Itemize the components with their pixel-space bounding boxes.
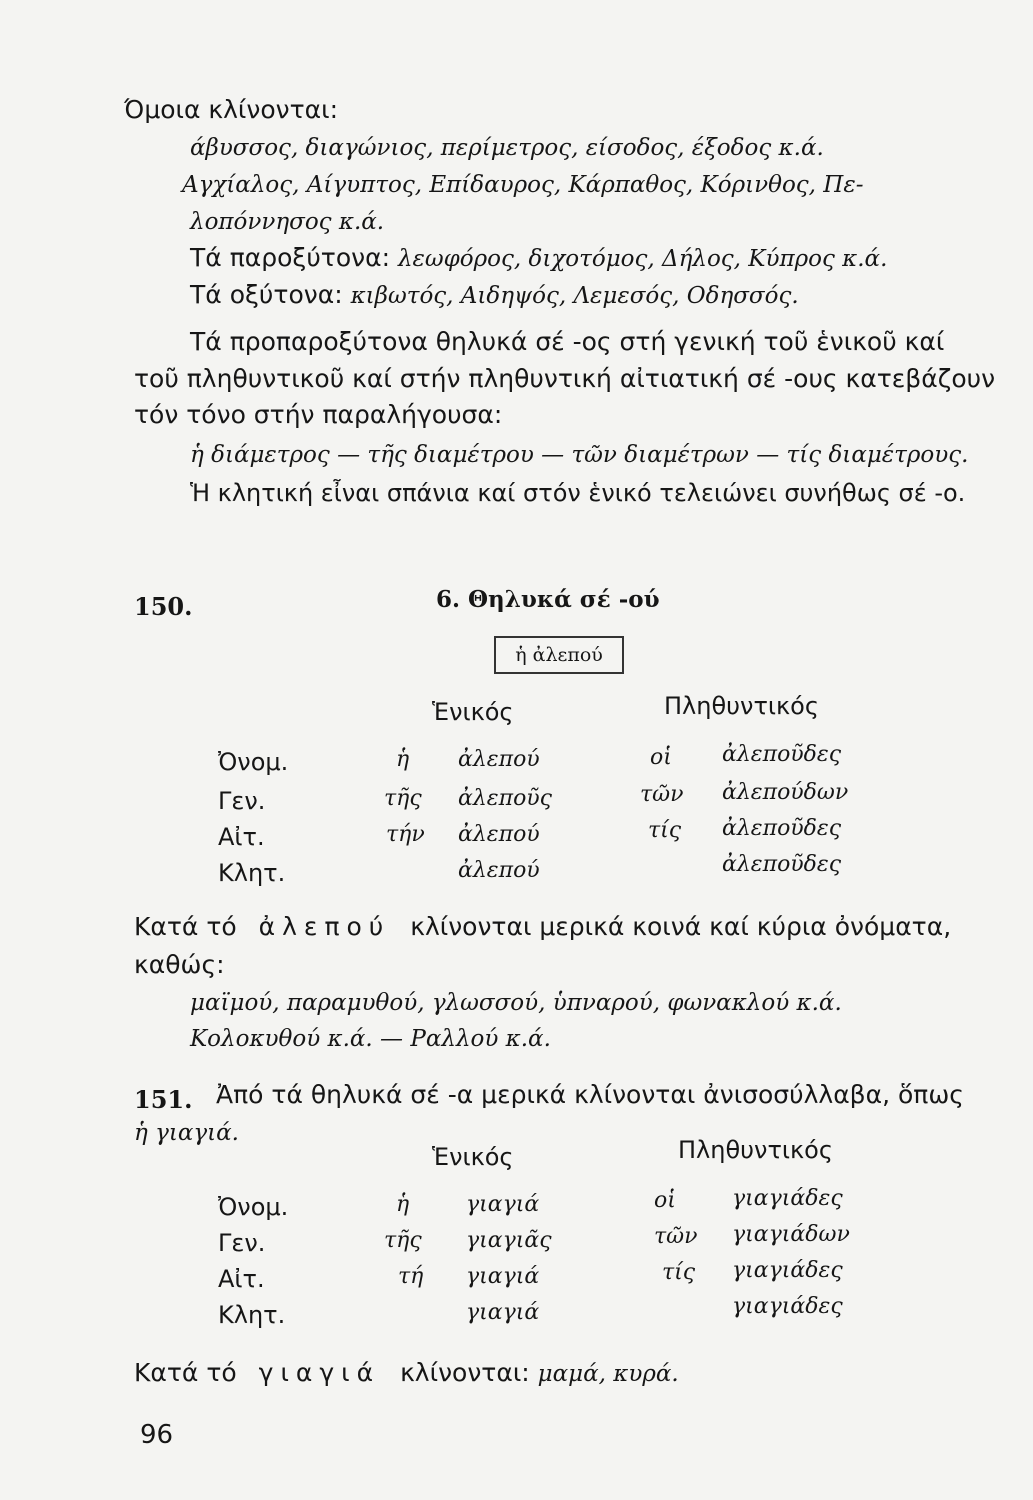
table151-case: Αἰτ. — [218, 1265, 265, 1293]
note-151-prefix: Κατά τό — [134, 1358, 237, 1387]
note-150-keyword: ἀλεπού — [258, 912, 391, 941]
table150-s-article: τῆς — [384, 786, 422, 811]
section-151-number: 151. — [134, 1085, 193, 1114]
table150-p-word: ἀλεποῦδες — [722, 816, 842, 841]
table150-case: Ὀνομ. — [218, 748, 289, 776]
table150-p-word: ἀλεποῦδες — [722, 742, 842, 767]
table151-s-article: τή — [398, 1264, 424, 1289]
section-151-example: ἡ γιαγιά. — [134, 1120, 239, 1146]
table150-s-word: ἀλεπού — [458, 858, 540, 883]
table151-plural-header: Πληθυντικός — [678, 1136, 833, 1164]
table151-case: Κλητ. — [218, 1301, 286, 1329]
paroxytone-label: Τά παροξύτονα: — [190, 243, 391, 272]
table151-p-word: γιαγιάδες — [732, 1186, 843, 1211]
table150-s-article: τήν — [386, 822, 425, 847]
table151-s-article: τῆς — [384, 1228, 422, 1253]
rule-line-1: Τά προπαροξύτονα θηλυκά σέ -ος στή γενική τοῦ ἑνικοῦ καί — [190, 327, 945, 356]
note-151-keyword: γιαγιά — [258, 1358, 381, 1387]
note-151-words: μαμά, κυρά. — [537, 1361, 679, 1387]
oxytone-words: κιβωτός, Αιδηψός, Λεμεσός, Οδησσός. — [350, 283, 799, 309]
table150-p-word: ἀλεπούδων — [722, 780, 849, 805]
table150-plural-header: Πληθυντικός — [664, 692, 819, 720]
table150-s-article: ἡ — [396, 747, 410, 772]
vocative-note: Ἡ κλητική εἶναι σπάνια καί στόν ἑνικό τελειώνει συνήθως σέ -ο. — [190, 479, 966, 507]
table151-singular-header: Ἑνικός — [432, 1143, 514, 1171]
section-151-intro: Ἀπό τά θηλυκά σέ -α μερικά κλίνονται ἀνισοσύλλαβα, ὅπως — [216, 1080, 964, 1109]
section-150-number: 150. — [134, 592, 193, 621]
intro-heading: Όμοια κλίνονται: — [124, 95, 339, 124]
table150-case: Γεν. — [218, 787, 266, 815]
table151-s-word: γιαγιᾶς — [466, 1228, 552, 1253]
table151-case: Γεν. — [218, 1229, 266, 1257]
table151-p-article: τῶν — [654, 1224, 698, 1249]
table151-s-word: γιαγιά — [466, 1264, 540, 1289]
table150-s-word: ἀλεπού — [458, 822, 540, 847]
section-150-note-line-1 — [134, 912, 951, 942]
table150-singular-header: Ἑνικός — [432, 698, 514, 726]
note-150-suffix: κλίνονται μερικά κοινά καί κύρια ὀνόματα, — [410, 912, 952, 941]
intro-line-2: Αγχίαλος, Αίγυπτος, Επίδαυρος, Κάρπαθος, Κόρινθος, Πε- — [182, 172, 864, 198]
table151-s-article: ἡ — [396, 1192, 410, 1217]
table151-p-word: γιαγιάδες — [732, 1294, 843, 1319]
oxytone-label: Τά οξύτονα: — [190, 280, 343, 309]
section-150-examples-2: Κολοκυθού κ.ά. — Ραλλού κ.ά. — [190, 1026, 551, 1052]
boxed-headword: ἡ ἀλεπού — [494, 636, 624, 674]
note-151-suffix: κλίνονται: — [400, 1358, 530, 1387]
section-150-title: 6. Θηλυκά σέ -ού — [436, 586, 660, 613]
table151-s-word: γιαγιά — [466, 1192, 540, 1217]
paroxytone-line — [190, 243, 887, 274]
table150-s-word: ἀλεπού — [458, 747, 540, 772]
rule-line-2: τοῦ πληθυντικοῦ καί στήν πληθυντική αἰτιατική σέ -ους κατεβάζουν — [134, 364, 996, 393]
rule-line-3: τόν τόνο στήν παραλήγουσα: — [134, 400, 503, 429]
table150-p-article: τίς — [648, 818, 682, 843]
note-150-prefix: Κατά τό — [134, 912, 237, 941]
table151-case: Ὀνομ. — [218, 1193, 289, 1221]
section-150-note-line-2: καθώς: — [134, 950, 225, 979]
rule-example: ἡ διάμετρος — τῆς διαμέτρου — τῶν διαμέτρων — τίς διαμέτρους. — [190, 442, 969, 468]
table151-p-article: τίς — [662, 1260, 696, 1285]
table150-p-article: τῶν — [640, 782, 684, 807]
table151-s-word: γιαγιά — [466, 1300, 540, 1325]
table150-p-word: ἀλεποῦδες — [722, 852, 842, 877]
table150-case: Αἰτ. — [218, 823, 265, 851]
section-150-examples-1: μαϊμού, παραμυθού, γλωσσού, ὑπναρού, φωνακλού κ.ά. — [190, 990, 842, 1016]
intro-line-1: άβυσσος, διαγώνιος, περίμετρος, είσοδος, έξοδος κ.ά. — [190, 135, 824, 161]
table150-case: Κλητ. — [218, 859, 286, 887]
oxytone-line — [190, 280, 799, 311]
table150-p-article: οἱ — [650, 745, 672, 770]
table151-p-article: οἱ — [654, 1188, 676, 1213]
table150-s-word: ἀλεποῦς — [458, 786, 553, 811]
table151-p-word: γιαγιάδων — [732, 1222, 850, 1247]
paroxytone-words: λεωφόρος, διχοτόμος, Δήλος, Κύπρος κ.ά. — [397, 246, 888, 272]
page-number: 96 — [140, 1420, 174, 1450]
intro-line-3: λοπόννησος κ.ά. — [190, 209, 385, 235]
table151-p-word: γιαγιάδες — [732, 1258, 843, 1283]
section-151-note — [134, 1358, 679, 1389]
